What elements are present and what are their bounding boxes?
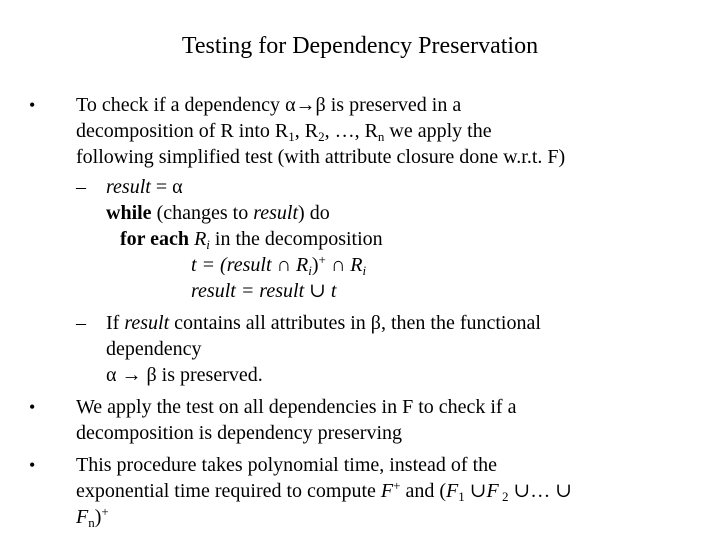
algo-while-line: while (changes to result) do xyxy=(106,202,330,224)
intro-line-1: To check if a dependency α→β is preserved in a xyxy=(76,94,462,116)
bullet3-line-3: $F_n)^+$ xyxy=(76,504,109,530)
arrow-symbol: → xyxy=(295,94,316,116)
intersection-symbol: ∩ xyxy=(276,254,291,276)
conclusion-line-1: If result contains all attributes in β, then the functional xyxy=(106,312,541,334)
intersection-symbol: ∩ xyxy=(330,254,346,276)
bullet-marker: • xyxy=(29,455,36,475)
alpha-symbol: α xyxy=(106,364,117,386)
algo-result-update: result = result ∪ t xyxy=(191,280,337,302)
union-symbol: ∪ xyxy=(508,480,531,502)
conclusion-line-3: α → β is preserved. xyxy=(106,364,263,386)
alpha-symbol: α xyxy=(285,94,296,116)
dash-marker: – xyxy=(76,312,86,334)
conclusion-line-2: dependency xyxy=(106,338,202,360)
bullet2-line-2: decomposition is dependency preserving xyxy=(76,422,403,444)
bullet-marker: • xyxy=(29,95,36,115)
union-symbol: ∪ xyxy=(464,480,487,502)
algo-t-assign: t = (result ∩ $R_i)^+$ ∩ $R_i$ xyxy=(191,252,367,278)
bullet2-line-1: We apply the test on all dependencies in F to check if a xyxy=(76,396,517,418)
union-symbol: ∪ xyxy=(309,280,326,302)
algo-foreach-line: for each $R_i$ in the decomposition xyxy=(120,228,383,252)
slide-title: Testing for Dependency Preservation xyxy=(181,33,539,59)
bullet3-line-1: This procedure takes polynomial time, instead of the xyxy=(76,454,497,476)
alpha-symbol: α xyxy=(172,176,183,198)
beta-symbol: β xyxy=(146,364,157,386)
beta-symbol: β xyxy=(370,312,381,334)
arrow-symbol: → xyxy=(116,364,147,386)
union-symbol: ∪ xyxy=(555,480,572,502)
dash-marker: – xyxy=(76,176,86,198)
algo-result-init: result = α xyxy=(106,176,183,198)
beta-symbol: β xyxy=(315,94,326,116)
intro-line-3: following simplified test (with attribute closure done w.r.t. F) xyxy=(76,146,566,168)
bullet-marker: • xyxy=(29,397,36,417)
intro-line-2: decomposition of R into $R_1$, $R_2$, …, $R_n$ we apply the xyxy=(76,120,492,144)
bullet3-line-2: exponential time required to compute F+ and ($F_1$ ∪F $_2$ ∪… ∪ xyxy=(76,478,572,504)
